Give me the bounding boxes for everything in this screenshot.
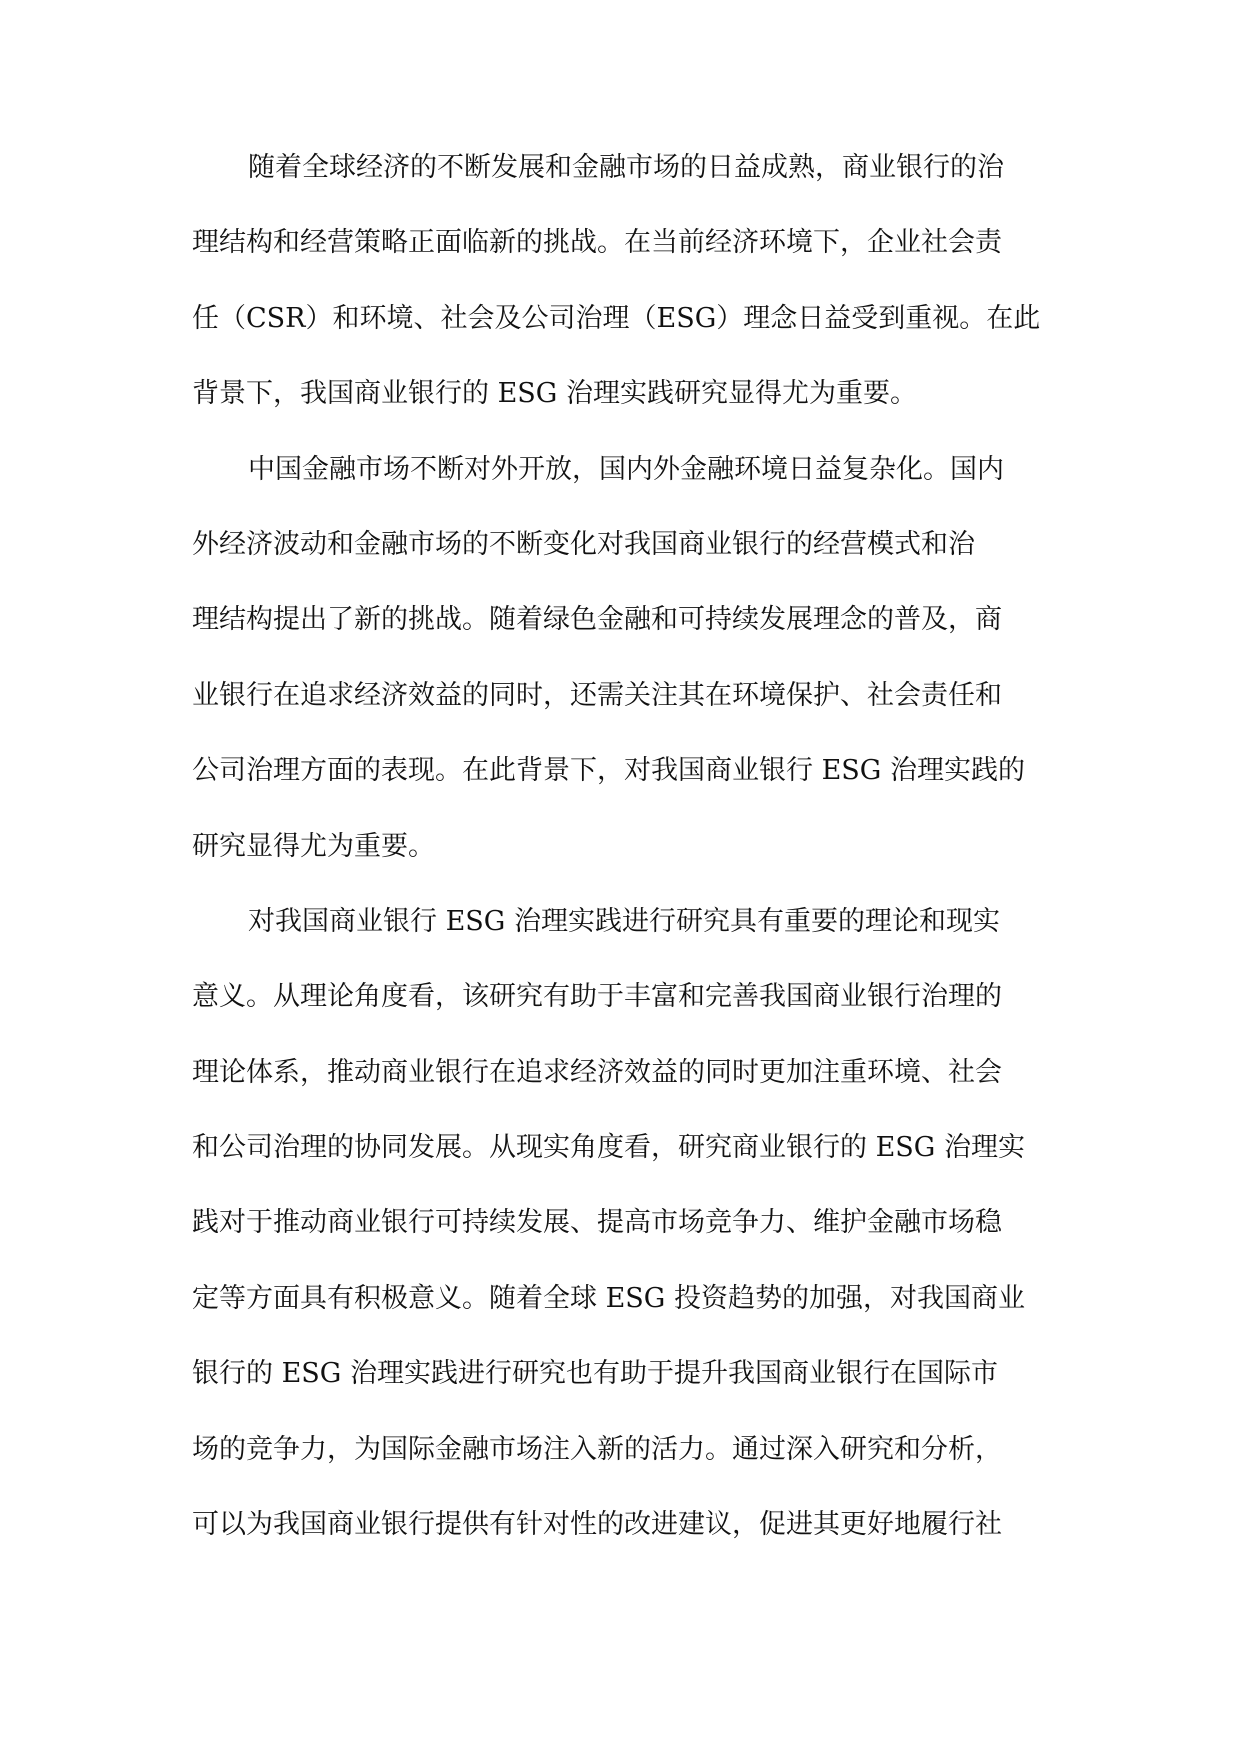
text-line: 理结构提出了新的挑战。随着绿色金融和可持续发展理念的普及，商: [192, 604, 1002, 636]
text-line: 场的竞争力，为国际金融市场注入新的活力。通过深入研究和分析，: [192, 1433, 1002, 1465]
text-line: 银行的 ESG 治理实践进行研究也有助于提升我国商业银行在国际市: [192, 1358, 998, 1390]
text-line: 外经济波动和金融市场的不断变化对我国商业银行的经营模式和治: [192, 528, 975, 560]
text-line: 公司治理方面的表现。在此背景下，对我国商业银行 ESG 治理实践的: [192, 755, 1025, 787]
text-line: 意义。从理论角度看，该研究有助于丰富和完善我国商业银行治理的: [192, 981, 1002, 1013]
paragraph-2: [192, 450, 1050, 902]
text-line: 践对于推动商业银行可持续发展、提高市场竞争力、维护金融市场稳: [192, 1207, 1002, 1239]
text-line: 理结构和经营策略正面临新的挑战。在当前经济环境下，企业社会责: [192, 227, 1002, 259]
paragraph-1: [192, 148, 1050, 450]
body-text: [192, 148, 1050, 1580]
text-line: 中国金融市场不断对外开放，国内外金融环境日益复杂化。国内: [248, 453, 1004, 485]
paragraph-3: [192, 902, 1050, 1581]
text-line: 理论体系，推动商业银行在追求经济效益的同时更加注重环境、社会: [192, 1056, 1002, 1088]
text-line: 对我国商业银行 ESG 治理实践进行研究具有重要的理论和现实: [248, 905, 1000, 937]
text-line: 定等方面具有积极意义。随着全球 ESG 投资趋势的加强，对我国商业: [192, 1282, 1025, 1314]
text-line: 业银行在追求经济效益的同时，还需关注其在环境保护、社会责任和: [192, 679, 1002, 711]
text-line: 任（CSR）和环境、社会及公司治理（ESG）理念日益受到重视。在此: [192, 302, 1041, 334]
text-line: 研究显得尤为重要。: [192, 830, 435, 862]
text-line: 背景下，我国商业银行的 ESG 治理实践研究显得尤为重要。: [192, 378, 917, 410]
text-line: 随着全球经济的不断发展和金融市场的日益成熟，商业银行的治: [248, 152, 1004, 183]
text-line: 和公司治理的协同发展。从现实角度看，研究商业银行的 ESG 治理实: [192, 1132, 1025, 1164]
text-line: 可以为我国商业银行提供有针对性的改进建议，促进其更好地履行社: [192, 1509, 1002, 1541]
